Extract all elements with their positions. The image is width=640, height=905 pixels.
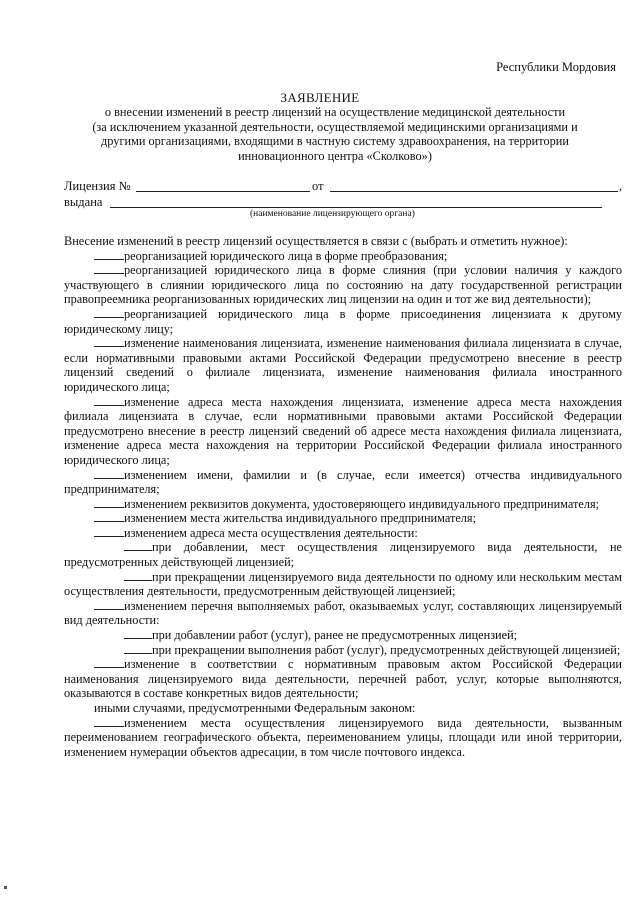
issued-row bbox=[64, 195, 624, 209]
option-item: изменение адреса места нахождения лицензиата, изменение адреса места нахождения филиала лицензиата в случае, если нормативными правовыми актами Российской Федерации предусмотрено внесение в реестр лицензий сведений об адресе места нахождения филиала лицензиата, изменение адреса места нахождения на территории Российской Федерации филиала иностранного юридического лица; bbox=[64, 394, 622, 467]
option-item: изменение в соответствии с нормативным правовым актом Российской Федерации наименования лицензируемого вида деятельности, перечней работ, услуг, которые выполняются, оказываются в составе конкретных видов деятельности; bbox=[64, 657, 622, 701]
document-title: ЗАЯВЛЕНИЕ bbox=[280, 90, 360, 105]
checkbox-blank[interactable] bbox=[94, 307, 124, 318]
option-item: изменение наименования лицензиата, изменение наименования филиала лицензиата в случае, если нормативными правовыми актами Российской Федерации предусмотрено внесение в реестр лицензий сведений о филиале лицензиата, изменение наименования филиала иностранного юридического лица; bbox=[64, 336, 622, 394]
checkbox-blank[interactable] bbox=[94, 263, 124, 274]
license-row bbox=[64, 179, 624, 193]
option-item: реорганизацией юридического лица в форме преобразования; bbox=[64, 249, 622, 264]
subtitle-line: о внесении изменений в реестр лицензий на осуществление медицинской деятельности bbox=[104, 105, 566, 119]
scan-mark bbox=[4, 886, 7, 889]
checkbox-blank[interactable] bbox=[94, 497, 124, 508]
checkbox-blank[interactable] bbox=[94, 599, 124, 610]
option-item-no-blank: иными случаями, предусмотренными Федеральным законом: bbox=[94, 701, 416, 715]
option-item: реорганизацией юридического лица в форме слияния (при условии наличия у каждого участвующего в слиянии юридического лица по состоянию на дату государственной регистрации правопреемника реорганизованных юридических лиц лицензии на один и тот же вид деятельности); bbox=[64, 263, 622, 307]
issuing-authority-field[interactable] bbox=[110, 195, 602, 208]
license-date-label: от bbox=[312, 179, 324, 193]
option-item: реорганизацией юридического лица в форме присоединения лицензиата к другому юридическому лицу; bbox=[64, 306, 622, 336]
option-item: изменением перечня выполняемых работ, оказываемых услуг, составляющих лицензируемый вид деятельности: bbox=[64, 598, 622, 628]
license-number-label: Лицензия № bbox=[64, 179, 131, 193]
checkbox-blank[interactable] bbox=[94, 511, 124, 522]
checkbox-blank[interactable] bbox=[94, 716, 124, 727]
subtitle-line: инновационного центра «Сколково») bbox=[238, 148, 432, 163]
checkbox-blank[interactable] bbox=[94, 468, 124, 479]
checkbox-blank[interactable] bbox=[94, 395, 124, 406]
option-item: изменением места жительства индивидуального предпринимателя; bbox=[64, 511, 622, 526]
checkbox-blank[interactable] bbox=[94, 526, 124, 537]
option-item: изменением места осуществления лицензируемого вида деятельности, вызванным переименованием географического объекта, переименованием улицы, площади или иной территории, изменением нумерации объектов адресации, в том числе почтового индекса. bbox=[64, 715, 622, 759]
option-item: изменением реквизитов документа, удостоверяющего индивидуального предпринимателя; bbox=[64, 497, 622, 512]
document-body bbox=[64, 234, 622, 759]
subtitle-line: другими организациями, входящими в частную систему здравоохранения, на территории bbox=[101, 134, 569, 148]
sub-option-item: при прекращении выполнения работ (услуг), предусмотренных действующей лицензией; bbox=[64, 643, 622, 658]
checkbox-blank[interactable] bbox=[124, 628, 152, 639]
document-subtitle bbox=[55, 105, 615, 163]
license-date-field[interactable] bbox=[330, 179, 618, 192]
subtitle-line: (за исключением указанной деятельности, осуществляемой медицинскими организациями и bbox=[92, 119, 578, 134]
comma-text: , bbox=[619, 179, 623, 193]
checkbox-blank[interactable] bbox=[124, 570, 152, 581]
issued-caption: (наименование лицензирующего органа) bbox=[250, 209, 415, 219]
option-item: изменением имени, фамилии и (в случае, если имеется) отчества индивидуального предпринимателя; bbox=[64, 467, 622, 497]
sub-option-item: при прекращении лицензируемого вида деятельности по одному или нескольким местам осуществления деятельности, предусмотренным действующей лицензией; bbox=[64, 569, 622, 599]
intro-text: Внесение изменений в реестр лицензий осуществляется в связи с (выбрать и отметить нужное): bbox=[64, 234, 568, 248]
checkbox-blank[interactable] bbox=[124, 643, 152, 654]
checkbox-blank[interactable] bbox=[94, 657, 124, 668]
license-number-field[interactable] bbox=[136, 179, 310, 192]
region-name: Республики Мордовия bbox=[496, 60, 616, 74]
option-item: изменением адреса места осуществления деятельности: bbox=[64, 526, 622, 541]
checkbox-blank[interactable] bbox=[94, 336, 124, 347]
checkbox-blank[interactable] bbox=[94, 249, 124, 260]
sub-option-item: при добавлении, мест осуществления лицензируемого вида деятельности, не предусмотренных действующей лицензией; bbox=[64, 540, 622, 570]
issued-label: выдана bbox=[64, 195, 103, 209]
checkbox-blank[interactable] bbox=[124, 540, 152, 551]
sub-option-item: при добавлении работ (услуг), ранее не предусмотренных лицензией; bbox=[64, 628, 622, 643]
